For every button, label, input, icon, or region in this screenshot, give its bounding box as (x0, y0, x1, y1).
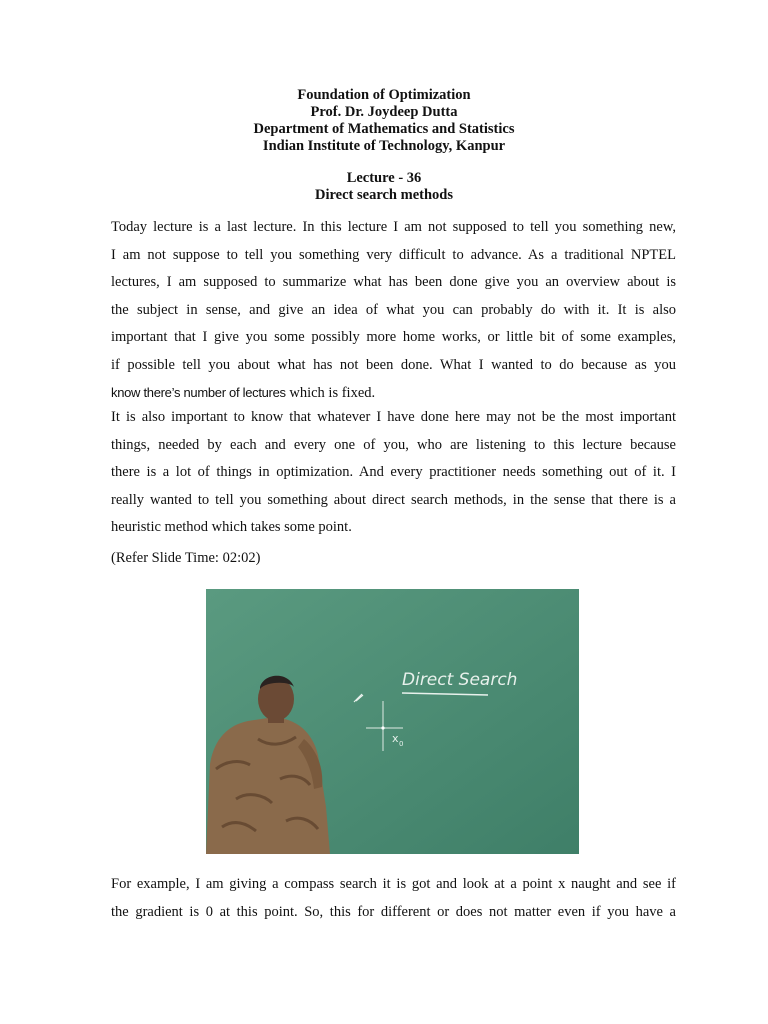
paragraph-line: there is a lot of things in optimization. And every practitioner needs something out of it. I (111, 464, 676, 480)
document-header (0, 87, 768, 204)
paragraph-3 (111, 871, 676, 926)
paragraph-line: For example, I am giving a compass search it is got and look at a point x naught and see if (111, 876, 676, 892)
point-x0-dot (381, 726, 384, 729)
paragraph-2 (111, 404, 676, 542)
paragraph-line: heuristic method which takes some point. (111, 519, 352, 535)
refer-slide-time: (Refer Slide Time: 02:02) (111, 550, 261, 566)
lecture-topic: Direct search methods (315, 187, 453, 203)
alt-font-text: know there’s number of lectures (111, 385, 286, 400)
paragraph-line: the gradient is 0 at this point. So, this for different or does not matter even if you have a (111, 903, 676, 920)
chalkboard-scene (206, 589, 579, 854)
paragraph-line: lectures, I am supposed to summarize what has been done give you an overview about is (111, 274, 676, 290)
paragraph-line: I am not suppose to tell you something very difficult to advance. As a traditional NPTEL (111, 246, 676, 263)
paragraph-line: things, needed by each and every one of you, who are listening to this lecture because (111, 436, 676, 453)
paragraph-line: really wanted to tell you something about direct search methods, in the sense that there is a (111, 491, 676, 508)
course-title: Foundation of Optimization (297, 87, 471, 103)
paragraph-line-rest: which is fixed. (285, 385, 376, 401)
professor-name: Prof. Dr. Joydeep Dutta (310, 104, 458, 120)
paragraph-line: important that I give you some possibly more home works, or little bit of some examples, (111, 329, 676, 345)
paragraph-line: the subject in sense, and give an idea of what you can probably do with it. It is also (111, 301, 676, 318)
institute-name: Indian Institute of Technology, Kanpur (262, 138, 506, 154)
department-name: Department of Mathematics and Statistics (253, 121, 515, 137)
point-subscript: 0 (399, 740, 404, 748)
paragraph-line: Today lecture is a last lecture. In this lecture I am not supposed to tell you something new, (111, 219, 676, 235)
paragraph-line: if possible tell you about what has not been done. What I wanted to do because as you (111, 356, 676, 373)
paragraph-1 (111, 214, 676, 408)
point-label: x (392, 732, 399, 745)
paragraph-line: It is also important to know that whatever I have done here may not be the most important (111, 409, 676, 425)
lecture-video-frame (206, 589, 579, 854)
board-title: Direct Search (402, 670, 518, 690)
lecture-number: Lecture - 36 (346, 170, 422, 186)
